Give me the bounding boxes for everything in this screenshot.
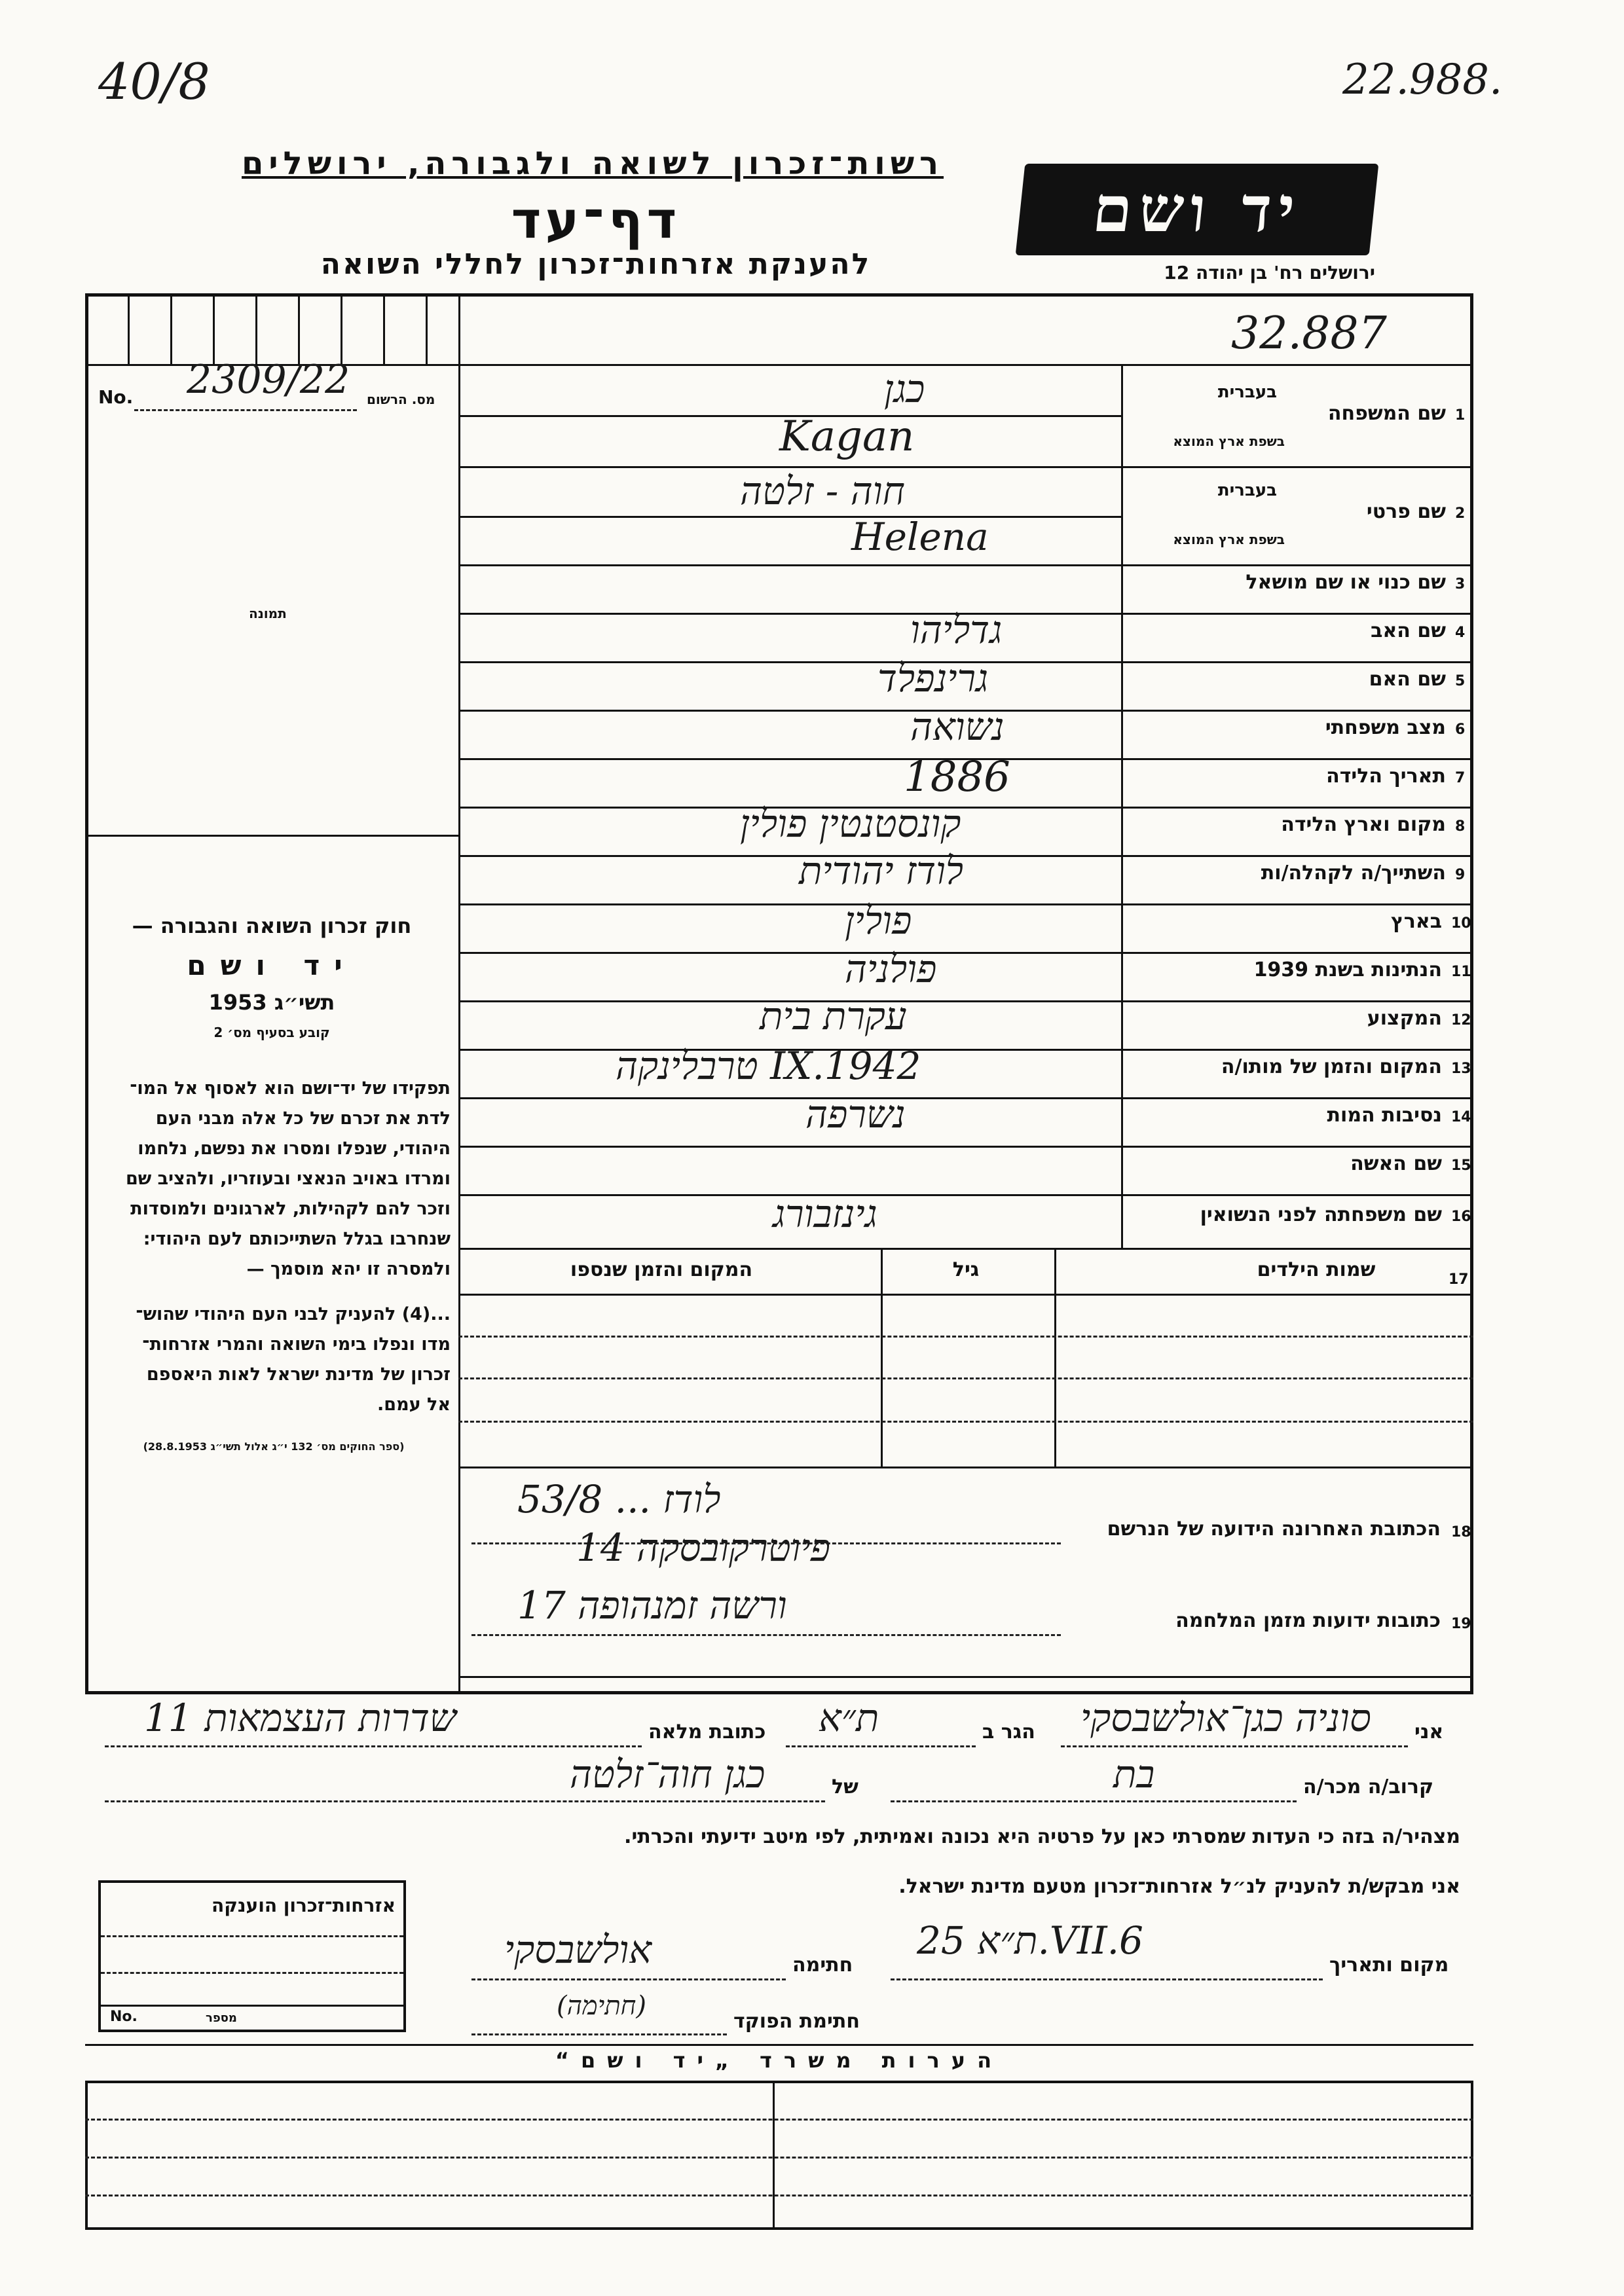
decl-place-date-label: מקום ותאריך bbox=[1329, 1954, 1449, 1977]
law-text-2 bbox=[97, 1300, 451, 1420]
field-11-number: 11 bbox=[1451, 964, 1471, 980]
field-19-value: ורשה זמנהופה 17 bbox=[517, 1583, 787, 1628]
field-12-number: 12 bbox=[1451, 1012, 1471, 1029]
field-1-value-origin: Kagan bbox=[779, 412, 915, 461]
field-4-value: גדליהו bbox=[910, 608, 1003, 652]
law-line: ולמסרה זו יהא מוסמך — bbox=[246, 1259, 451, 1279]
logo-text: יד ושם bbox=[1089, 172, 1305, 246]
decl-of-value: כגן חוה־זלטה bbox=[570, 1752, 766, 1796]
field-10-number: 10 bbox=[1451, 915, 1471, 932]
field-19-number: 19 bbox=[1451, 1616, 1471, 1632]
field-14-value: נשרפה bbox=[805, 1092, 906, 1137]
decl-signature-label: חתימה bbox=[792, 1954, 853, 1977]
law-line: מדו ונפלו בימי השואה והמרי אזרחות־ bbox=[142, 1334, 451, 1355]
decl-signature: אולשבסקי bbox=[504, 1927, 652, 1972]
field-1-number: 1 bbox=[1455, 407, 1466, 424]
decl-relation-value: בת bbox=[1113, 1752, 1155, 1796]
registration-number: 2309/22 bbox=[187, 357, 350, 403]
file-number: 32.887 bbox=[1231, 308, 1387, 359]
law-line: שנחרבו בגלל השתייכותם לעם היהודי: bbox=[143, 1229, 451, 1249]
decl-officer-label: חתימת הפוקד bbox=[733, 2010, 860, 2033]
field-5-value: גרינפלד bbox=[877, 656, 989, 701]
law-clause: קובע בסעיף מס׳ 2 bbox=[213, 1025, 330, 1040]
field-18-value-b: פיוטרקובסקה 14 bbox=[576, 1525, 831, 1570]
field-7-number: 7 bbox=[1455, 770, 1466, 786]
field-2-value-origin: Helena bbox=[851, 515, 989, 559]
law-name: יד ושם bbox=[187, 949, 357, 981]
office-notes-box bbox=[85, 2081, 1473, 2230]
law-line: לדת את זכרם של כל אלה מבני העם bbox=[155, 1108, 451, 1129]
form-subtitle: להענקת אזרחות־זכרון לחללי השואה bbox=[320, 247, 872, 281]
field-12-value: עקרת בית bbox=[760, 994, 907, 1038]
children-names-header: שמות הילדים bbox=[1257, 1258, 1376, 1281]
field-3-number: 3 bbox=[1455, 576, 1466, 592]
law-line: וזכר להם לקהילות, לארגונים ולמוסדות bbox=[130, 1199, 451, 1219]
law-line: אל עמם. bbox=[377, 1394, 451, 1415]
field-12-label: המקצוע bbox=[1367, 1007, 1442, 1030]
decl-city: ת״א bbox=[819, 1696, 879, 1740]
field-5-label: שם האם bbox=[1369, 668, 1446, 691]
field-2-label: שם פרטי bbox=[1366, 500, 1446, 523]
decl-relation-label: קרוב/ה מכר/ה bbox=[1303, 1776, 1434, 1798]
law-line: זכרון של מדינת ישראל לאות היאספם bbox=[146, 1364, 451, 1385]
citizenship-box bbox=[98, 1880, 406, 2032]
law-line: היהודי, שנפלו ומסרו את נפשם, נלחמו bbox=[138, 1139, 451, 1159]
authority-title: רשות־זכרון לשואה ולגבורה, ירושלים bbox=[241, 145, 944, 182]
law-text-1 bbox=[97, 1074, 451, 1285]
registration-he-label: מס. הרשום bbox=[367, 392, 435, 407]
decl-full-address-label: כתובת מלאה bbox=[648, 1721, 766, 1743]
law-year: תשי״ג 1953 bbox=[208, 990, 335, 1015]
decl-officer-signature: (חתימה) bbox=[557, 1991, 646, 2021]
field-6-number: 6 bbox=[1455, 721, 1466, 738]
law-source: (ספר החוקים מס׳ 132 י״ג אלול תשי״ג 28.8.1953) bbox=[143, 1440, 405, 1453]
field-4-label: שם האב bbox=[1371, 619, 1446, 642]
children-place-header: המקום והזמן שנספו bbox=[570, 1258, 753, 1281]
field-16-number: 16 bbox=[1451, 1209, 1471, 1225]
field-13-value: טרבלינקה IX.1942 bbox=[616, 1044, 921, 1088]
field-3-label: שם כנוי או שם מושאל bbox=[1246, 571, 1446, 594]
decl-resides-label: הגר ב bbox=[982, 1721, 1035, 1743]
field-2-number: 2 bbox=[1455, 505, 1466, 522]
corner-mark-left: 40/8 bbox=[98, 52, 210, 111]
field-2-sub-origin: בשפת ארץ המוצא bbox=[1173, 532, 1285, 547]
field-1-sub-origin: בשפת ארץ המוצא bbox=[1173, 433, 1285, 449]
logo-address: ירושלים רח' בן יהודה 12 bbox=[1164, 262, 1375, 283]
field-8-number: 8 bbox=[1455, 818, 1466, 835]
citizenship-box-title: אזרחות־זכרון הוענקה bbox=[212, 1895, 396, 1916]
field-1-value-hebrew: כגן bbox=[884, 367, 925, 411]
field-14-label: נסיבות המות bbox=[1327, 1104, 1442, 1127]
field-13-label: המקום והזמן של מותו/ה bbox=[1221, 1055, 1442, 1078]
decl-place-date-value: ת״א 25.VII.6 bbox=[917, 1918, 1143, 1963]
field-1-label: שם המשפחה bbox=[1327, 402, 1446, 425]
field-7-value: 1886 bbox=[904, 753, 1010, 801]
field-18-value-a: לודז ... 53/8 bbox=[517, 1477, 721, 1522]
field-11-label: הנתינות בשנת 1939 bbox=[1253, 958, 1442, 981]
field-9-value: לודז יהודית bbox=[799, 848, 964, 893]
corner-mark-right: 22.988. bbox=[1342, 56, 1503, 104]
field-8-value: קונסטנטין פולין bbox=[740, 801, 961, 846]
field-17-number: 17 bbox=[1449, 1271, 1469, 1288]
field-4-number: 4 bbox=[1455, 625, 1466, 641]
field-10-label: בארץ bbox=[1390, 910, 1442, 933]
field-5-number: 5 bbox=[1455, 673, 1466, 689]
field-2-sub-hebrew: בעברית bbox=[1217, 481, 1277, 500]
field-9-number: 9 bbox=[1455, 867, 1466, 883]
photo-label: תמונה bbox=[249, 606, 287, 621]
field-2-value-hebrew: חוה - זלטה bbox=[740, 469, 905, 513]
field-6-label: מצב משפחתי bbox=[1325, 716, 1446, 739]
field-6-value: נשואה bbox=[910, 704, 1005, 749]
children-age-header: גיל bbox=[952, 1258, 980, 1281]
field-18-number: 18 bbox=[1451, 1524, 1471, 1540]
decl-name: סוניה כגן־אולשבסקי bbox=[1080, 1696, 1371, 1740]
field-15-label: שם האשה bbox=[1350, 1152, 1442, 1175]
citizenship-box-no-label: No. bbox=[110, 2009, 138, 2025]
field-19-label: כתובות ידועות מזמן המלחמה bbox=[1175, 1609, 1441, 1632]
field-15-number: 15 bbox=[1451, 1157, 1471, 1174]
decl-of-label: של bbox=[832, 1776, 858, 1798]
office-notes-title: הערות משרד „יד ושם“ bbox=[555, 2048, 1004, 2073]
field-18-label: הכתובת האחרונה הידועה של הנרשם bbox=[1107, 1518, 1441, 1540]
field-1-sub-hebrew: בעברית bbox=[1217, 382, 1277, 402]
decl-address-value: שדרות העצמאות 11 bbox=[144, 1696, 456, 1740]
law-line: תפקידו של יד־ושם הוא לאסוף אל המו־ bbox=[130, 1078, 451, 1099]
form-title: דף־עד bbox=[511, 191, 681, 250]
field-11-value: פולניה bbox=[845, 947, 937, 991]
decl-request: אני מבקש/ת להעניק לנ״ל אזרחות־זכרון מטעם מדינת ישראל. bbox=[898, 1875, 1460, 1898]
registration-no-label: No. bbox=[98, 386, 134, 408]
law-heading: חוק זכרון השואה והגבורה — bbox=[132, 913, 412, 938]
field-14-number: 14 bbox=[1451, 1109, 1471, 1125]
yad-vashem-logo bbox=[1016, 164, 1379, 255]
decl-statement: מצהיר/ה בזה כי העדות שמסרתי כאן על פרטיה היא נכונה ואמיתית, לפי מיטב ידיעתי והכרתי. bbox=[624, 1825, 1460, 1848]
field-8-label: מקום וארץ הלידה bbox=[1281, 813, 1446, 836]
field-16-label: שם משפחתה לפני הנשואין bbox=[1200, 1203, 1442, 1226]
field-7-label: תאריך הלידה bbox=[1326, 765, 1446, 788]
law-line: ...(4) להעניק לבני העם היהודי שהוש־ bbox=[136, 1304, 451, 1324]
field-16-value: גינזבורג bbox=[773, 1192, 877, 1236]
field-9-label: השתייך/ה לקהלה/ות bbox=[1261, 862, 1446, 884]
citizenship-box-number-label: מספר bbox=[206, 2011, 237, 2025]
field-13-number: 13 bbox=[1451, 1061, 1471, 1077]
decl-ani: אני bbox=[1414, 1721, 1444, 1743]
field-10-value: פולין bbox=[845, 898, 912, 943]
law-line: ומרדו באויב הנאצי ובעוזריו, ולהציב שם bbox=[125, 1169, 451, 1189]
